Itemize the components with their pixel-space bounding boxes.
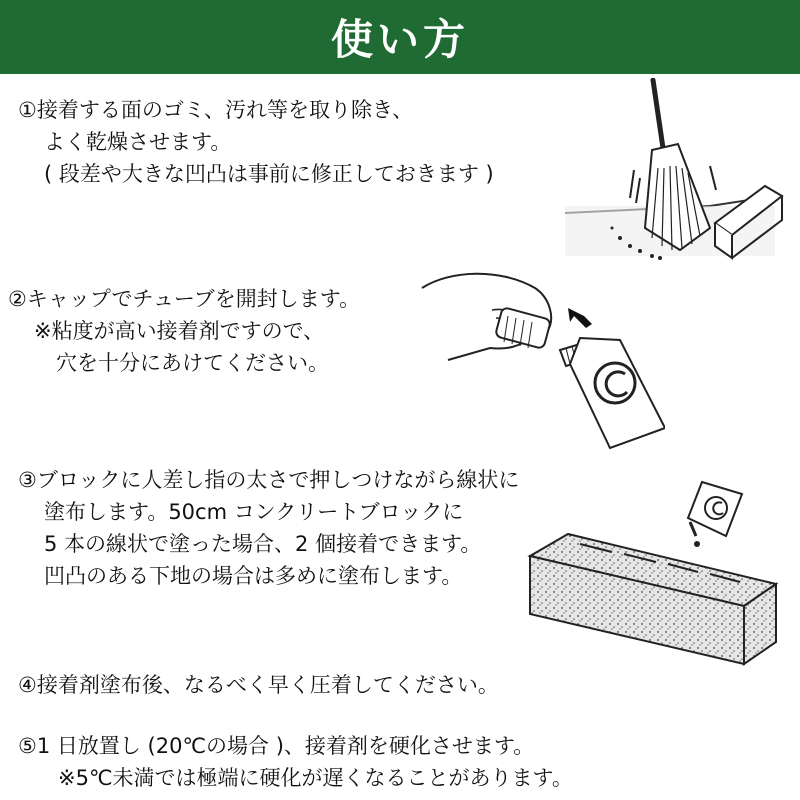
step-4-line-1: ④接着剤塗布後、なるべく早く圧着してください。 [18,673,499,697]
step-3-line-2: 塗布します。50cm コンクリートブロックに [44,500,464,524]
step-2-line-3: 穴を十分にあけてください。 [56,351,329,375]
step-3-text [18,464,519,592]
step-5-line-2: ※5℃未満では極端に硬化が遅くなることがあります。 [58,766,573,790]
step-1-line-1: ①接着する面のゴミ、汚れ等を取り除き、 [18,98,414,122]
step-2-line-1: ②キャップでチューブを開封します。 [8,287,361,311]
step-5-text [18,730,573,794]
step-1-line-2: よく乾燥させます。 [44,130,232,154]
header-banner [0,0,800,74]
step-3-line-3: 5 本の線状で塗った場合、2 個接着できます。 [44,532,482,556]
step-1-line-3: ( 段差や大きな凹凸は事前に修正しておきます ) [44,162,494,186]
step-2-text [8,283,360,379]
step-4-text [18,669,499,701]
step-3-line-4: 凹凸のある下地の場合は多めに塗布します。 [44,564,463,588]
broom-sweeping-illustration [560,78,785,268]
step-1-text [18,94,494,190]
step-5-line-1: ⑤1 日放置し (20℃の場合 )、接着剤を硬化させます。 [18,734,535,758]
step-3-line-1: ③ブロックに人差し指の太さで押しつけながら線状に [18,468,520,492]
block-application-illustration [520,478,782,668]
tube-opening-illustration [420,268,665,453]
step-2-line-2: ※粘度が高い接着剤ですので、 [34,319,325,343]
page-title: 使い方 [330,15,469,64]
